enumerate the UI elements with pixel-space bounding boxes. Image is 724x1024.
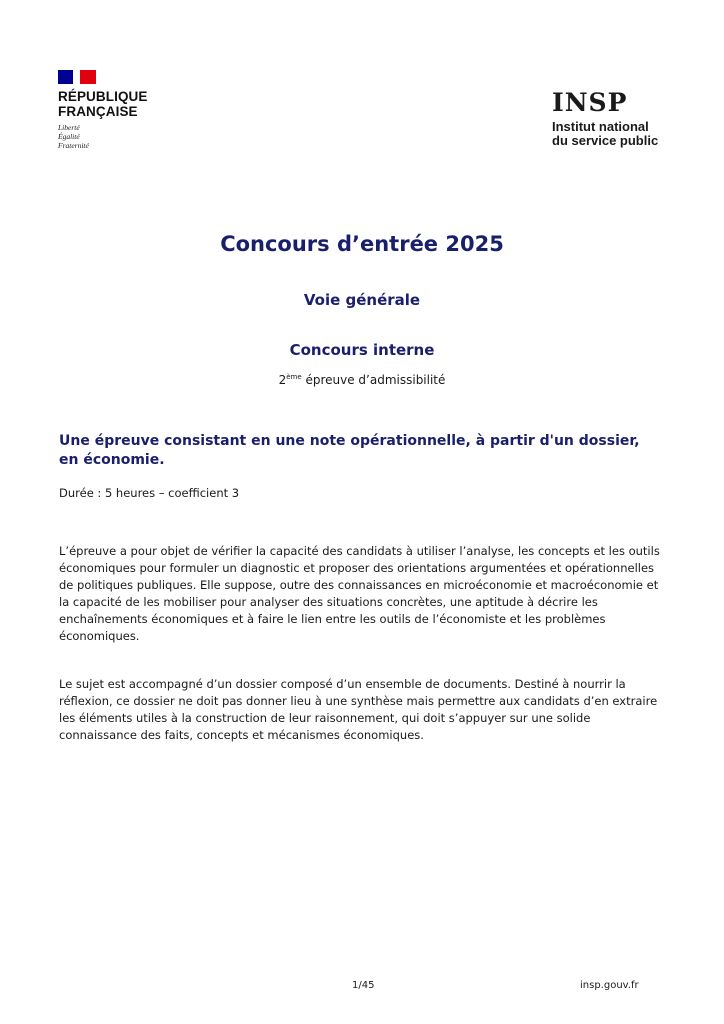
insp-name-line1: Institut national [552,119,649,134]
insp-fullname [552,120,682,148]
motto-egalite: Égalité [58,132,80,141]
page-title: Concours d’entrée 2025 [220,232,504,256]
epreuve-text: épreuve d’admissibilité [301,373,446,387]
rf-title-line1: RÉPUBLIQUE [58,89,148,104]
rf-title-line2: FRANÇAISE [58,104,138,119]
motto-fraternite: Fraternité [58,141,89,150]
rf-title [58,89,218,119]
paragraph-objective: L’épreuve a pour objet de vérifier la capacité des candidats à utiliser l’analyse, les concepts et les outils économiques pour formuler un diagnostic et proposer des orientations argumentées et opérationnelles de politiques publiques. Elle suppose, outre des connaissances en microéconomie et macroéconomie et la capacité de les mobiliser pour analyser des situations concrètes, une aptitude à décrire les enchaînements économiques et à faire le lien entre les outils de l’économiste et les problèmes économiques. [59,544,660,643]
insp-acronym: INSP [552,88,628,117]
french-flag-icon [58,70,96,84]
epreuve-number: 2 [278,373,287,387]
republique-francaise-logo [58,70,218,150]
concours-heading: Concours interne [289,341,435,359]
paragraph-dossier: Le sujet est accompagné d’un dossier composé d’un ensemble de documents. Destiné à nourrir la réflexion, ce dossier ne doit pas donner lieu à une synthèse mais permettre aux candidats d’en extraire les éléments utiles à la construction de leur raisonnement, qui doit s’appuyer sur une solide connaissance des faits, concepts et mécanismes économiques. [59,677,658,742]
footer-website: insp.gouv.fr [580,980,639,991]
rf-motto [58,123,218,150]
insp-name-line2: du service public [552,133,659,148]
voie-heading: Voie générale [303,291,421,309]
motto-liberte: Liberté [58,123,80,132]
page-number: 1/45 [352,980,375,991]
duration-text: Durée : 5 heures – coefficient 3 [59,486,240,500]
insp-logo [552,90,682,148]
epreuve-superscript: ème [286,373,302,381]
subject-heading: Une épreuve consistant en une note opérationnelle, à partir d'un dossier, en économie. [59,433,640,468]
epreuve-subtitle [0,373,724,387]
